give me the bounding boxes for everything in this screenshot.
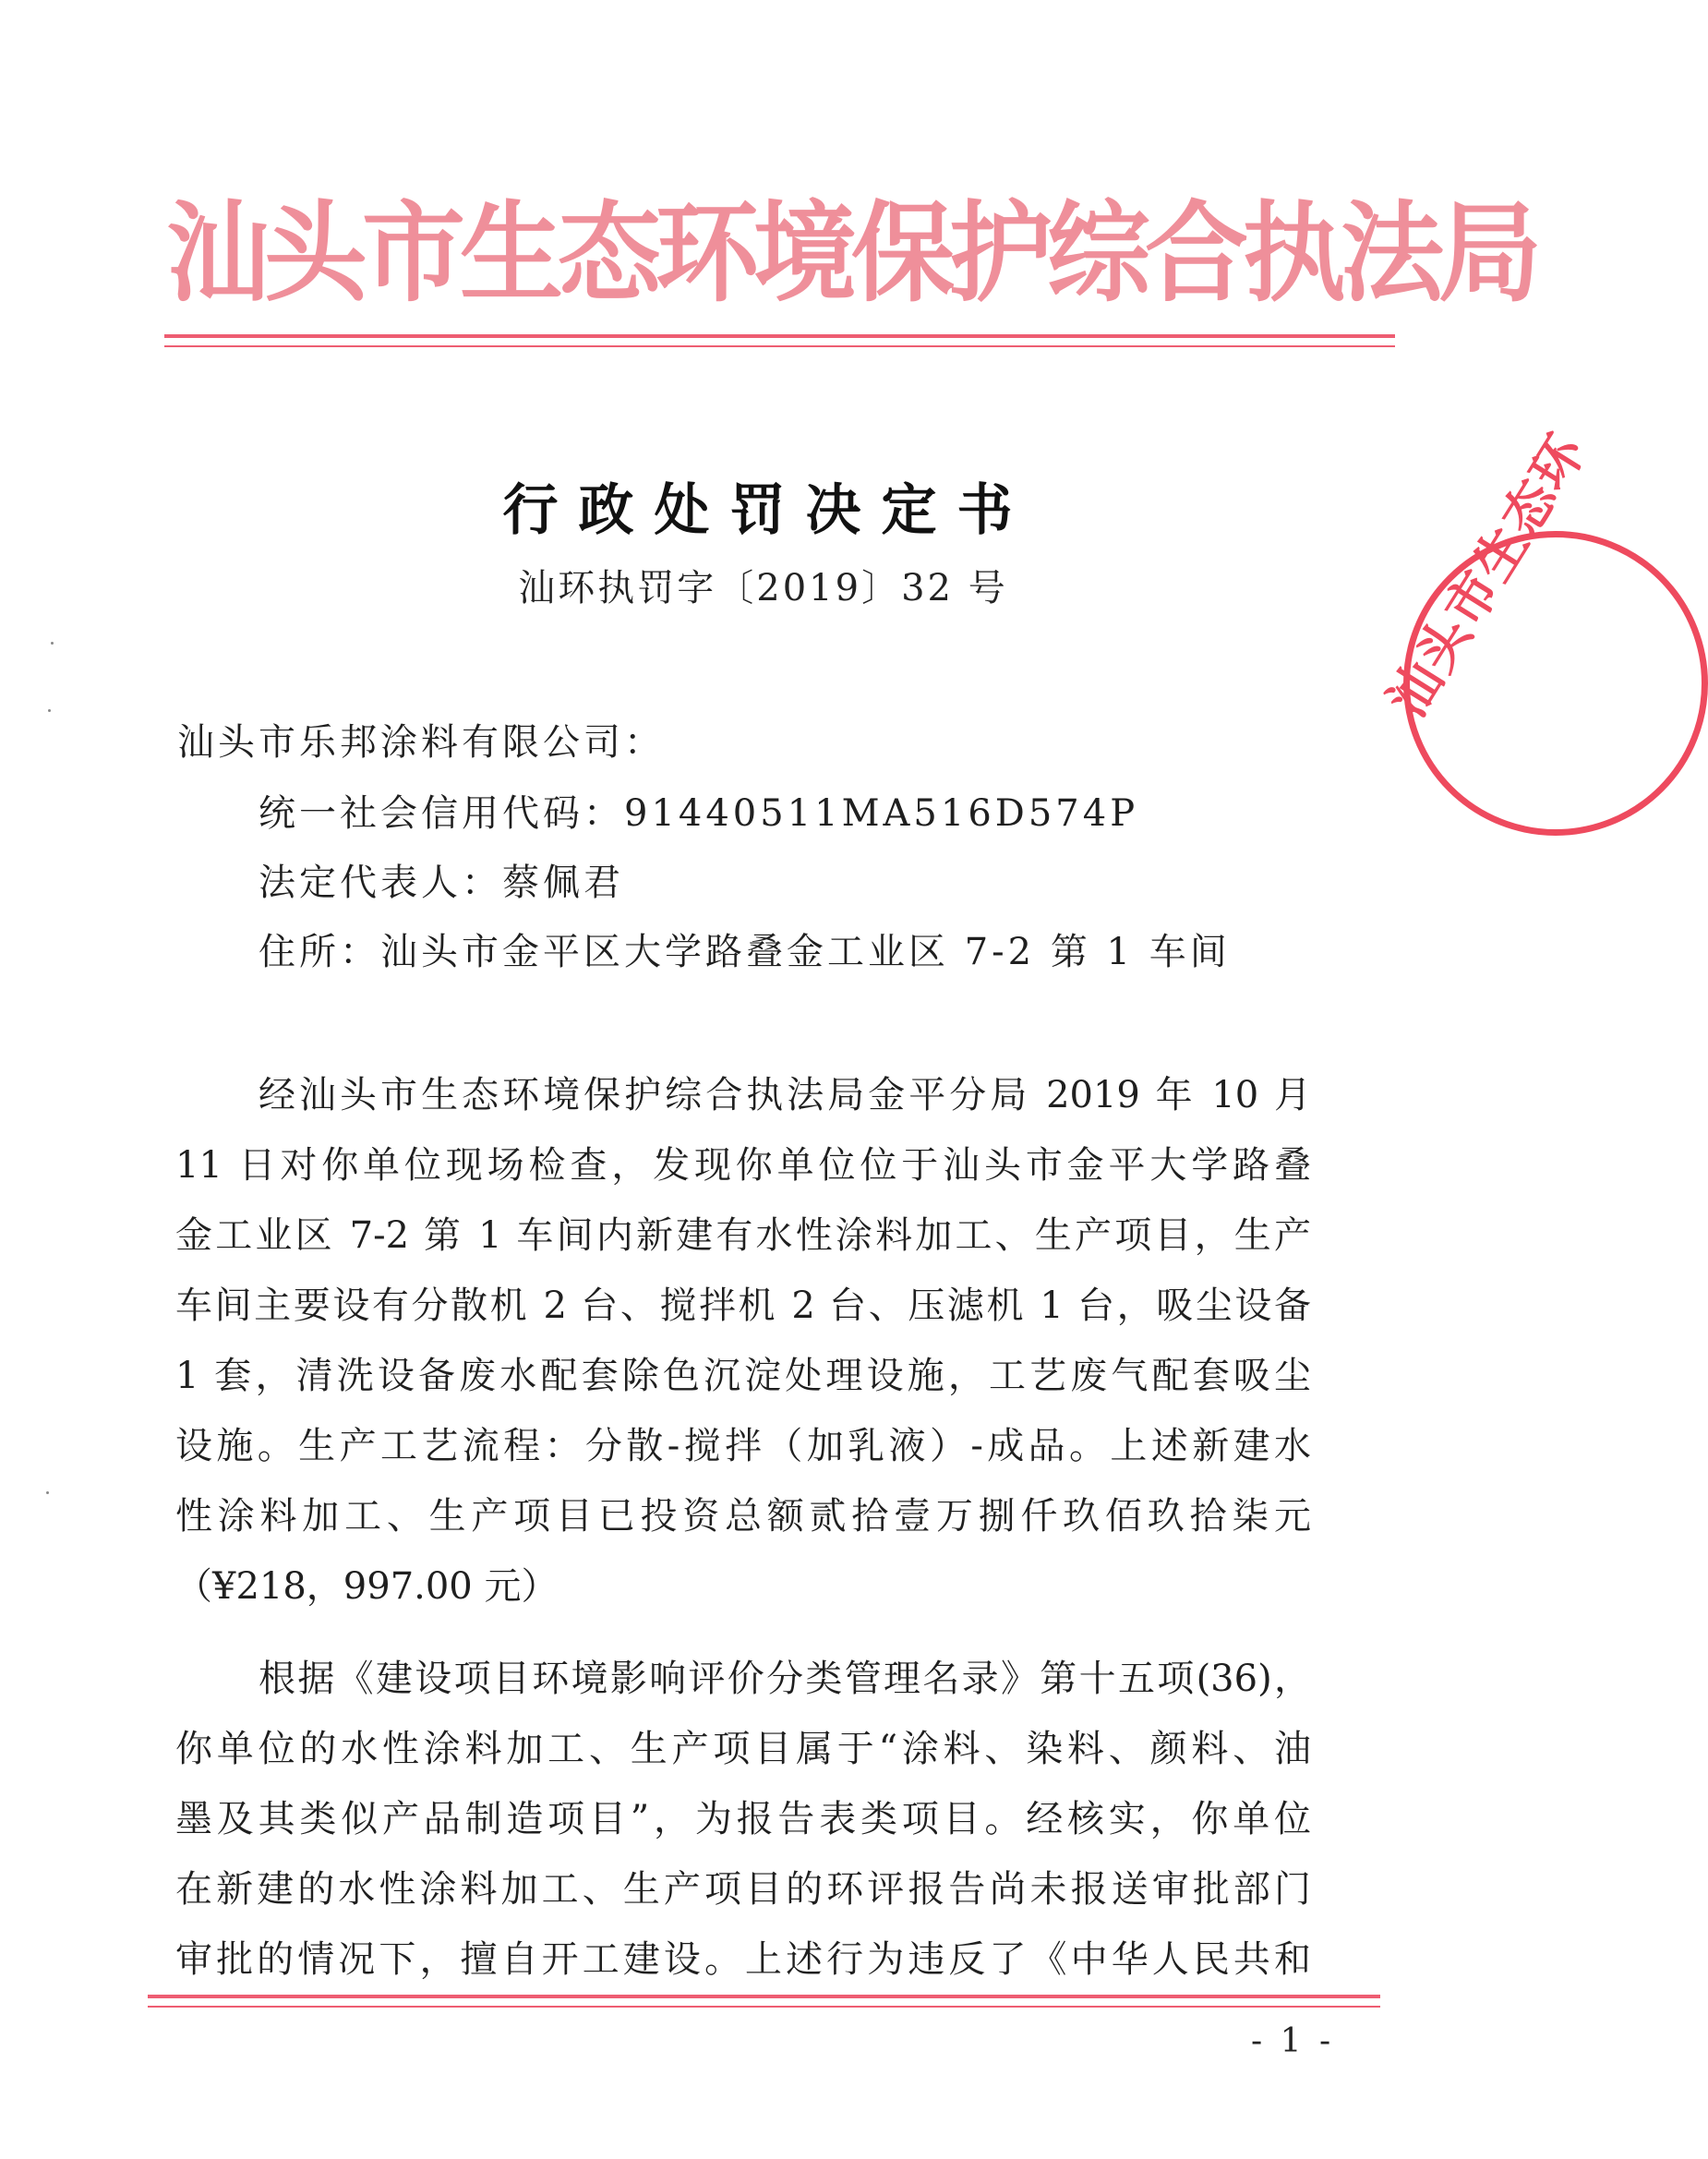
credit-code: 统一社会信用代码：91440511MA516D574P [259, 792, 1139, 835]
recipient-name: 汕头市乐邦涂料有限公司： [177, 721, 665, 764]
paragraph-line: 金工业区 7-2 第 1 车间内新建有水性涂料加工、生产项目，生产 [175, 1214, 1311, 1257]
page-number: - 1 - [1251, 2022, 1335, 2060]
paragraph-line: 在新建的水性涂料加工、生产项目的环评报告尚未报送审批部门 [175, 1868, 1311, 1911]
paragraph-line: 车间主要设有分散机 2 台、搅拌机 2 台、压滤机 1 台，吸尘设备 [175, 1285, 1311, 1327]
letterhead-rule-thick [164, 334, 1395, 338]
paragraph-line: 11 日对你单位现场检查，发现你单位位于汕头市金平大学路叠 [175, 1144, 1311, 1187]
legal-representative: 法定代表人：蔡佩君 [259, 862, 624, 904]
paragraph-line: （¥218，997.00 元） [175, 1565, 559, 1608]
paragraph-line: 1 套，清洗设备废水配套除色沉淀处理设施，工艺废气配套吸尘 [175, 1355, 1311, 1397]
official-seal-text: 汕头市生态环 [1377, 423, 1599, 729]
document-number: 汕环执罚字〔2019〕32 号 [518, 567, 1008, 609]
footer-rule-thick [148, 1995, 1380, 1998]
paragraph-line: 性涂料加工、生产项目已投资总额贰拾壹万捌仟玖佰玖拾柒元 [175, 1495, 1311, 1538]
agency-letterhead: 汕头市生态环境保护综合执法局 [166, 190, 1536, 318]
document-title: 行政处罚决定书 [502, 478, 1033, 543]
paragraph-line: 墨及其类似产品制造项目”，为报告表类项目。经核实，你单位 [175, 1798, 1311, 1840]
scan-speck [51, 642, 54, 645]
paragraph-line: 根据《建设项目环境影响评价分类管理名录》第十五项(36)， [259, 1658, 1311, 1700]
paragraph-line: 设施。生产工艺流程：分散-搅拌（加乳液）-成品。上述新建水 [175, 1425, 1311, 1467]
scan-speck [46, 1491, 49, 1494]
address: 住所：汕头市金平区大学路叠金工业区 7-2 第 1 车间 [259, 931, 1231, 973]
paragraph-line: 经汕头市生态环境保护综合执法局金平分局 2019 年 10 月 [259, 1074, 1311, 1116]
footer-rule-thin [148, 2006, 1380, 2008]
letterhead-rule-thin [164, 345, 1395, 347]
paragraph-line: 你单位的水性涂料加工、生产项目属于“涂料、染料、颜料、油 [175, 1728, 1311, 1770]
paragraph-line: 审批的情况下，擅自开工建设。上述行为违反了《中华人民共和 [175, 1938, 1311, 1981]
scan-speck [48, 709, 51, 712]
